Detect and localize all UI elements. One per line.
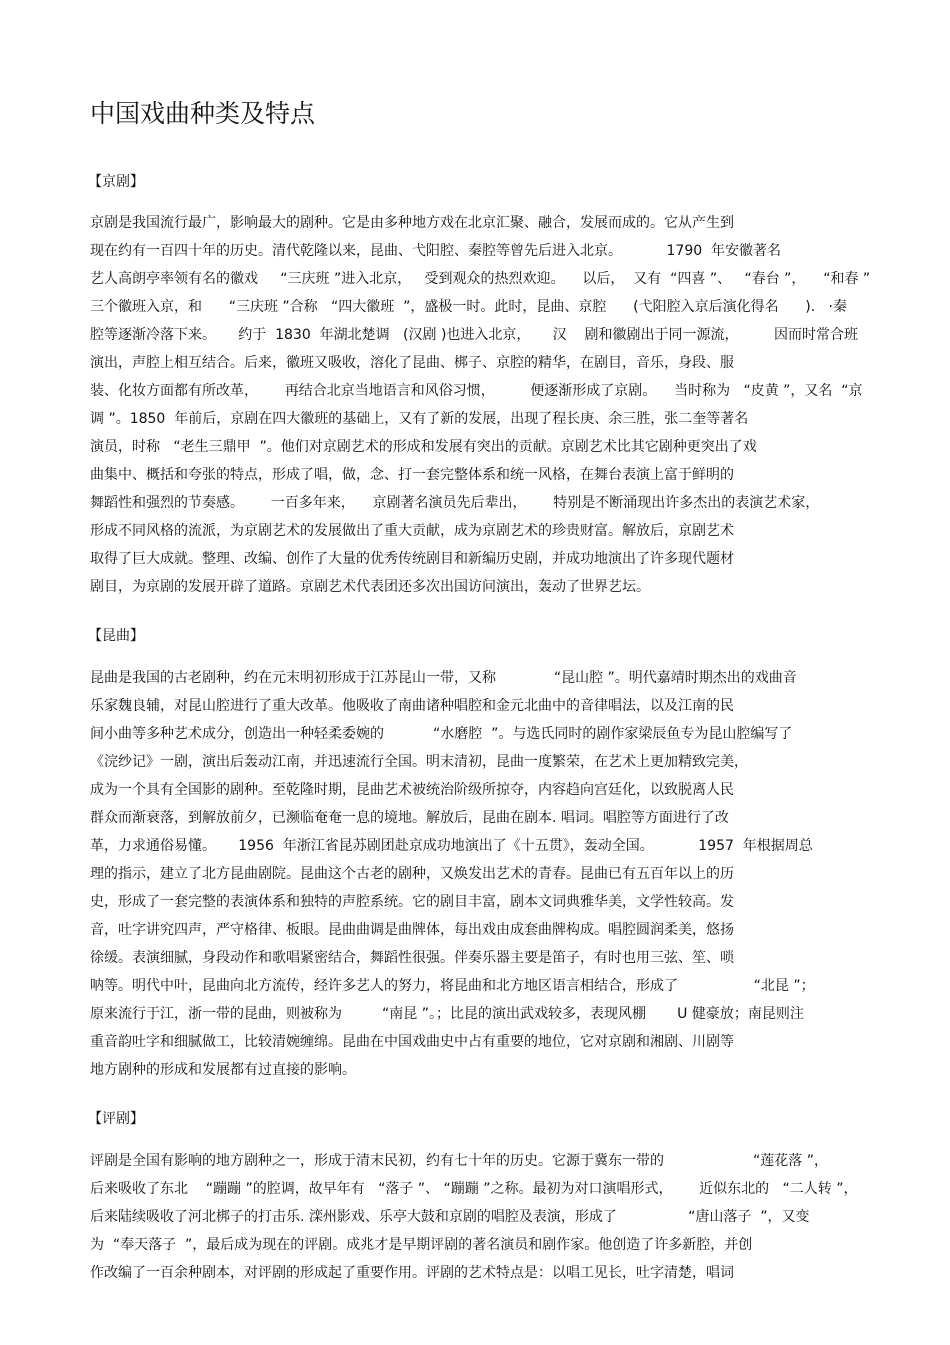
paragraph-line: 后来吸收了东北 “蹦蹦 ”的腔调，故早年有 “落子 ”、 “蹦蹦 ”之称。最初为对口演唱形式， 近似东北的 “二人转 ”， <box>90 1181 858 1197</box>
paragraph-line: 后来陆续吸收了河北梆子的打击乐. 滦州影戏、乐亭大鼓和京剧的唱腔及表演，形成了 “唐山落子 ”，又变 <box>90 1209 810 1225</box>
section-heading-jingju: 【京剧】 <box>88 174 144 190</box>
paragraph-line: 装、化妆方面都有所改革， 再结合北京当地语言和风俗习惯， 便逐渐形成了京剧。 当时称为 “皮黄 ”，又名 “京 <box>90 383 863 399</box>
paragraph-line: 演出，声腔上相互结合。后来，徽班又吸收，溶化了昆曲、梆子、京腔的精华，在剧目，音乐，身段、服 <box>90 355 734 371</box>
paragraph-line: 地方剧种的形成和发展都有过直接的影响。 <box>90 1062 356 1078</box>
paragraph-line: 乐家魏良辅，对昆山腔进行了重大改革。他吸收了南曲诸种唱腔和金元北曲中的音律唱法，以及江南的民 <box>90 698 734 714</box>
paragraph-line: 呐等。明代中叶，昆曲向北方流传，经许多艺人的努力，将昆曲和北方地区语言相结合，形成了 “北昆 ”； <box>90 978 815 994</box>
paragraph-line: 三个徽班入京，和 “三庆班 ”合称 “四大徽班 ”，盛极一时。此时，昆曲、京腔 (弋阳腔入京后演化得名 ). ·秦 <box>90 299 847 315</box>
paragraph-line: 取得了巨大成就。整理、改编、创作了大量的优秀传统剧目和新编历史剧，并成功地演出了许多现代题材 <box>90 551 734 567</box>
paragraph-line: 评剧是全国有影响的地方剧种之一，形成于清末民初，约有七十年的历史。它源于冀东一带的 “莲花落 ”， <box>90 1153 828 1169</box>
paragraph-line: 调 ”。1850 年前后，京剧在四大徽班的基础上，又有了新的发展，出现了程长庚、余三胜，张二奎等著名 <box>90 411 749 427</box>
paragraph-line: 群众而渐衰落，到解放前夕，已濒临奄奄一息的境地。解放后，昆曲在剧本. 唱词。唱腔等方面进行了改 <box>90 810 729 826</box>
paragraph-line: 艺人高朗亭率领有名的徽戏 “三庆班 ”进入北京， 受到观众的热烈欢迎。 以后， 又有 “四喜 ”、 “春台 ”， “和春 ” <box>90 271 871 287</box>
paragraph-line: 徐缓。表演细腻，身段动作和歌唱紧密结合，舞蹈性很强。伴奏乐器主要是笛子，有时也用三弦、笙、唢 <box>90 950 734 966</box>
paragraph-line: 腔等逐渐冷落下来。 约于 1830 年湖北楚调 (汉剧 )也进入北京， 汉 剧和徽剧出于同一源流， 因而时常合班 <box>90 327 859 343</box>
paragraph-line: 现在约有一百四十年的历史。清代乾隆以来，昆曲、弋阳腔、秦腔等曾先后进入北京。 1790 年安徽著名 <box>90 243 782 259</box>
paragraph-line: 间小曲等多种艺术成分，创造出一种轻柔委婉的 “水磨腔 ”。与选氏同时的剧作家梁辰鱼专为昆山腔编写了 <box>90 726 793 742</box>
paragraph-line: 原来流行于江，浙一带的昆曲，则被称为 “南昆 ”。；比昆的演出武戏较多，表现风棚 U 健豪放；南昆则注 <box>90 1006 804 1022</box>
paragraph-line: 演员，时称 “老生三鼎甲 ”。他们对京剧艺术的形成和发展有突出的贡献。京剧艺术比其它剧种更突出了戏 <box>90 439 757 455</box>
paragraph-line: 昆曲是我国的古老剧种，约在元末明初形成于江苏昆山一带，又称 “昆山腔 ”。明代嘉靖时期杰出的戏曲音 <box>90 670 797 686</box>
paragraph-line: 作改编了一百余种剧本，对评剧的形成起了重要作用。评剧的艺术特点是：以唱工见长，吐字清楚，唱词 <box>90 1265 734 1281</box>
paragraph-line: 京剧是我国流行最广，影响最大的剧种。它是由多种地方戏在北京汇聚、融合，发展而成的。它从产生到 <box>90 215 734 231</box>
paragraph-line: 为 “奉天落子 ”，最后成为现在的评剧。成兆才是早期评剧的著名演员和剧作家。他创造了许多新腔，并创 <box>90 1237 753 1253</box>
paragraph-line: 音，吐字讲究四声，严守格律、板眼。昆曲曲调是曲牌体，每出戏由成套曲牌构成。唱腔圆润柔美，悠扬 <box>90 922 734 938</box>
paragraph-line: 舞蹈性和强烈的节奏感。 一百多年来， 京剧著名演员先后辈出， 特别是不断涌现出许多杰出的表演艺术家， <box>90 495 820 511</box>
paragraph-line: 革，力求通俗易懂。 1956 年浙江省昆苏剧团赴京成功地演出了《十五贯》，轰动全国。 1957 年根据周总 <box>90 838 813 854</box>
paragraph-line: 史，形成了一套完整的表演体系和独特的声腔系统。它的剧目丰富，剧本文词典雅华美，文学性较高。发 <box>90 894 734 910</box>
paragraph-line: 曲集中、概括和夸张的特点，形成了唱，做，念、打一套完整体系和统一风格，在舞台表演上富于鲜明的 <box>90 467 734 483</box>
paragraph-line: 形成不同风格的流派，为京剧艺术的发展做出了重大贡献，成为京剧艺术的珍贵财富。解放后，京剧艺术 <box>90 523 734 539</box>
paragraph-line: 《浣纱记》一剧，演出后轰动江南，并迅速流行全国。明末清初，昆曲一度繁荣，在艺术上更加精致完美， <box>90 754 748 770</box>
paragraph-line: 剧目，为京剧的发展开辟了道路。京剧艺术代表团还多次出国访问演出，轰动了世界艺坛。 <box>90 579 650 595</box>
document-title: 中国戏曲种类及特点 <box>90 99 316 128</box>
section-heading-pingju: 【评剧】 <box>88 1111 144 1127</box>
paragraph-line: 理的指示，建立了北方昆曲剧院。昆曲这个古老的剧种，又焕发出艺术的青春。昆曲已有五百年以上的历 <box>90 866 734 882</box>
paragraph-line: 重音韵吐字和细腻做工，比较清婉缠绵。昆曲在中国戏曲史中占有重要的地位，它对京剧和湘剧、川剧等 <box>90 1034 734 1050</box>
paragraph-line: 成为一个具有全国影的剧种。至乾隆时期，昆曲艺术被统治阶级所掠夺，内容趋向宫廷化，以致脱离人民 <box>90 782 734 798</box>
section-heading-kunqu: 【昆曲】 <box>88 628 144 644</box>
